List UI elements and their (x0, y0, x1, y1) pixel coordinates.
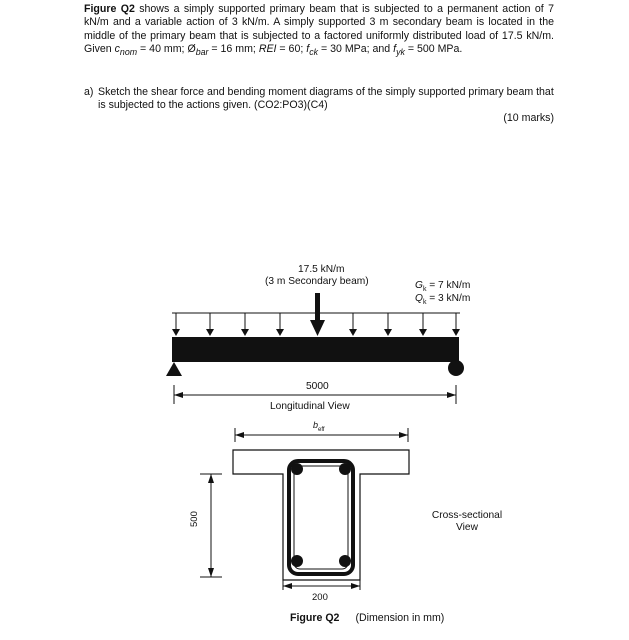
qk-label (415, 293, 470, 306)
fyk-value: = 500 MPa. (404, 43, 463, 56)
point-load-arrow (310, 293, 325, 336)
pin-support (166, 362, 182, 376)
qk-symbol: Q (415, 293, 423, 304)
rebar-top-left (291, 463, 303, 475)
rebar-bottom-right (339, 555, 351, 567)
load-note-label: (3 m Secondary beam) (265, 276, 369, 287)
qk-sub: k (422, 299, 427, 307)
span-label: 5000 (306, 381, 329, 392)
fck-symbol: f (306, 43, 310, 56)
gk-symbol: G (415, 280, 423, 291)
phi-sub: bar (195, 47, 209, 58)
cnom-sub: nom (119, 47, 138, 58)
beff-label (313, 420, 325, 433)
rei-label: REI (258, 43, 277, 56)
height-label: 500 (189, 511, 200, 527)
figure-caption (290, 612, 444, 624)
web-width-dimension (283, 580, 360, 590)
t-section-outline (233, 450, 409, 580)
part-a-label: a) (84, 86, 94, 98)
rei-value: = 60; (276, 43, 307, 56)
cross-section-label: Cross-sectional View (431, 510, 503, 533)
fyk-symbol: f (393, 43, 397, 56)
question-text: shows a simply supported primary beam that is subjected to a permanent action of 7 kN/m and a variable action of 3 kN/m. A simply supported 3 m secondary beam is located in the middle of the primary beam that is subjected to a factored uniformly distributed load of 17.5 kN/m. Given (84, 3, 554, 56)
longitudinal-view-label: Longitudinal View (270, 401, 350, 412)
figure-ref: Figure Q2 (84, 3, 135, 15)
qk-value: = 3 kN/m (426, 293, 471, 304)
cnom-value: = 40 mm; (137, 43, 188, 56)
beff-symbol: b (313, 420, 319, 430)
rebar-bottom-left (291, 555, 303, 567)
phi-value: = 16 mm; (208, 43, 259, 56)
fck-value: = 30 MPa; and (318, 43, 394, 56)
cnom-symbol: c (114, 43, 120, 56)
beff-sub: eff (318, 426, 325, 433)
phi-symbol: Ø (187, 43, 196, 56)
rebar-top-right (339, 463, 351, 475)
caption-note: (Dimension in mm) (355, 612, 445, 624)
fck-sub: ck (309, 47, 319, 58)
part-a-marks: (10 marks) (503, 112, 554, 124)
gk-label (415, 280, 470, 293)
caption-title: Figure Q2 (290, 612, 340, 624)
gk-value: = 7 kN/m (426, 280, 471, 291)
part-a-text: Sketch the shear force and bending moment diagrams of the simply supported primary beam that is subjected to the actions given. (CO2:PO3)(C4) (98, 86, 554, 112)
primary-beam (172, 337, 459, 362)
height-dimension (200, 474, 222, 577)
gk-sub: k (422, 286, 427, 294)
web-width-label: 200 (312, 592, 328, 603)
load-value-label: 17.5 kN/m (298, 264, 345, 275)
fyk-sub: yk (396, 47, 405, 58)
roller-support (448, 360, 464, 376)
